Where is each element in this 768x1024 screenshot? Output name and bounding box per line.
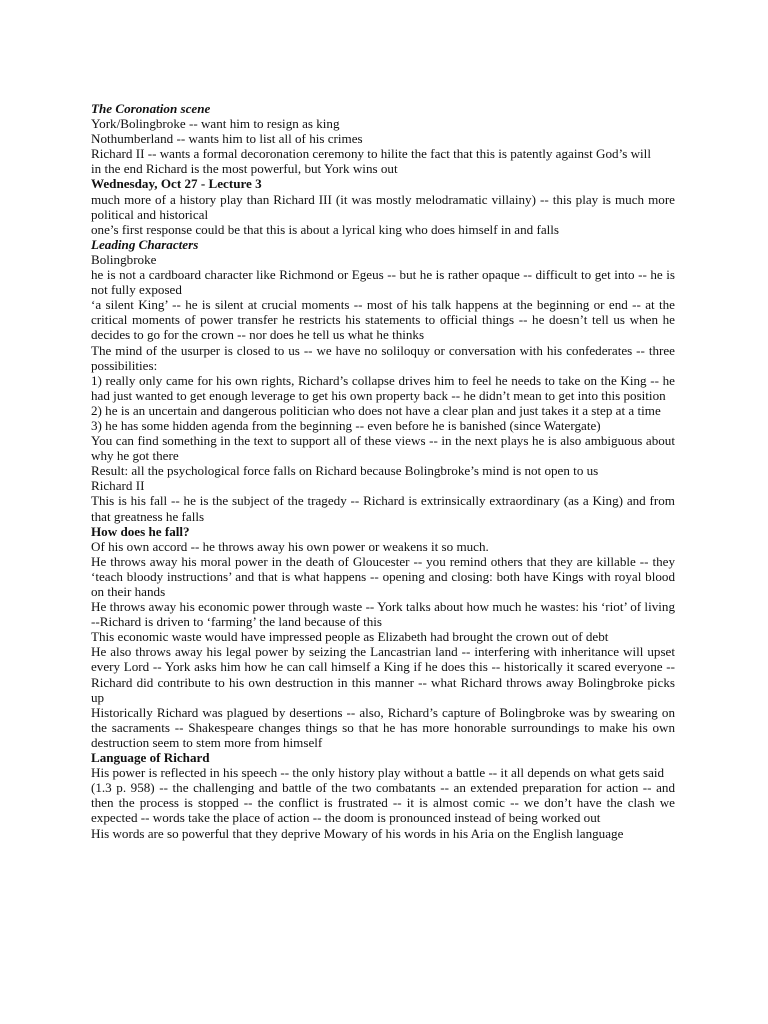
note-line: He also throws away his legal power by seizing the Lancastrian land -- interfering with inheritance will upset every Lord -- York asks him how he can call himself a King if he does this -- historically it scared everyone -- Richard did contribute to his own destruction in this manner -- what Richard throws away Bolingbroke picks up — [91, 644, 675, 705]
section-heading-leading-characters: Leading Characters — [91, 236, 199, 252]
note-line: This economic waste would have impressed people as Elizabeth had brought the crown out of debt — [91, 629, 609, 645]
section-heading-language-of-richard: Language of Richard — [91, 750, 210, 766]
note-line: 3) he has some hidden agenda from the beginning -- even before he is banished (since Watergate) — [91, 417, 601, 433]
lecture-heading: Wednesday, Oct 27 - Lecture 3 — [91, 176, 262, 192]
note-line: York/Bolingbroke -- want him to resign as king — [91, 116, 340, 132]
character-name: Bolingbroke — [91, 251, 157, 267]
note-line: he is not a cardboard character like Richmond or Egeus -- but he is rather opaque -- difficult to get into -- he is not fully exposed — [91, 267, 675, 298]
note-line: 1) really only came for his own rights, Richard’s collapse drives him to feel he needs to take on the King -- he had just wanted to get enough leverage to get his own property back -- he didn’t mean to get into this position — [91, 372, 675, 403]
note-line: Richard II -- wants a formal decoronation ceremony to hilite the fact that this is patently against God’s will — [91, 146, 651, 162]
note-line: Result: all the psychological force falls on Richard because Bolingbroke’s mind is not open to us — [91, 463, 599, 479]
note-line: You can find something in the text to support all of these views -- in the next plays he is also ambiguous about why he got there — [91, 433, 675, 464]
note-line: 2) he is an uncertain and dangerous politician who does not have a clear plan and just takes it a step at a time — [91, 402, 661, 418]
note-line: in the end Richard is the most powerful, but York wins out — [91, 161, 398, 177]
note-line: Historically Richard was plagued by desertions -- also, Richard’s capture of Bolingbroke was by swearing on the sacraments -- Shakespeare changes things so that he has more honorable surroundings to make his own destruction seem to stem more from himself — [91, 704, 675, 750]
section-heading-how-does-he-fall: How does he fall? — [91, 523, 190, 539]
note-line: His words are so powerful that they deprive Mowary of his words in his Aria on the English language — [91, 825, 624, 841]
note-line: much more of a history play than Richard III (it was mostly melodramatic villainy) -- this play is much more political and historical — [91, 191, 675, 222]
note-line: This is his fall -- he is the subject of the tragedy -- Richard is extrinsically extraordinary (as a King) and from that greatness he falls — [91, 493, 675, 524]
section-heading-coronation-scene: The Coronation scene — [91, 101, 211, 116]
character-name: Richard II — [91, 478, 145, 494]
note-line: Of his own accord -- he throws away his own power or weakens it so much. — [91, 538, 489, 554]
note-line: ‘a silent King’ -- he is silent at crucial moments -- most of his talk happens at the beginning or end -- at the critical moments of power transfer he restricts his statements to official things -- he doesn’t tell us when he decides to go for the crown -- nor does he tell us what he thinks — [91, 297, 675, 343]
note-line: (1.3 p. 958) -- the challenging and battle of the two combatants -- an extended preparation for action -- and then the process is stopped -- the conflict is frustrated -- it is almost comic -- we don’t have the clash we expected -- words take the place of action -- the doom is pronounced instead of being worked out — [91, 780, 675, 826]
note-line: one’s first response could be that this is about a lyrical king who does himself in and falls — [91, 221, 560, 237]
note-line: His power is reflected in his speech -- the only history play without a battle -- it all depends on what gets said — [91, 765, 665, 781]
note-line: He throws away his moral power in the death of Gloucester -- you remind others that they are killable -- they ‘teach bloody instructions’ and that is what happens -- opening and closing: both have Kings with royal blood on their hands — [91, 553, 675, 599]
note-line: The mind of the usurper is closed to us -- we have no soliloquy or conversation with his confederates -- three possibilities: — [91, 342, 675, 373]
note-line: Nothumberland -- wants him to list all of his crimes — [91, 131, 363, 147]
note-line: He throws away his economic power through waste -- York talks about how much he wastes: his ‘riot’ of living --Richard is driven to ‘farming’ the land because of this — [91, 599, 675, 630]
